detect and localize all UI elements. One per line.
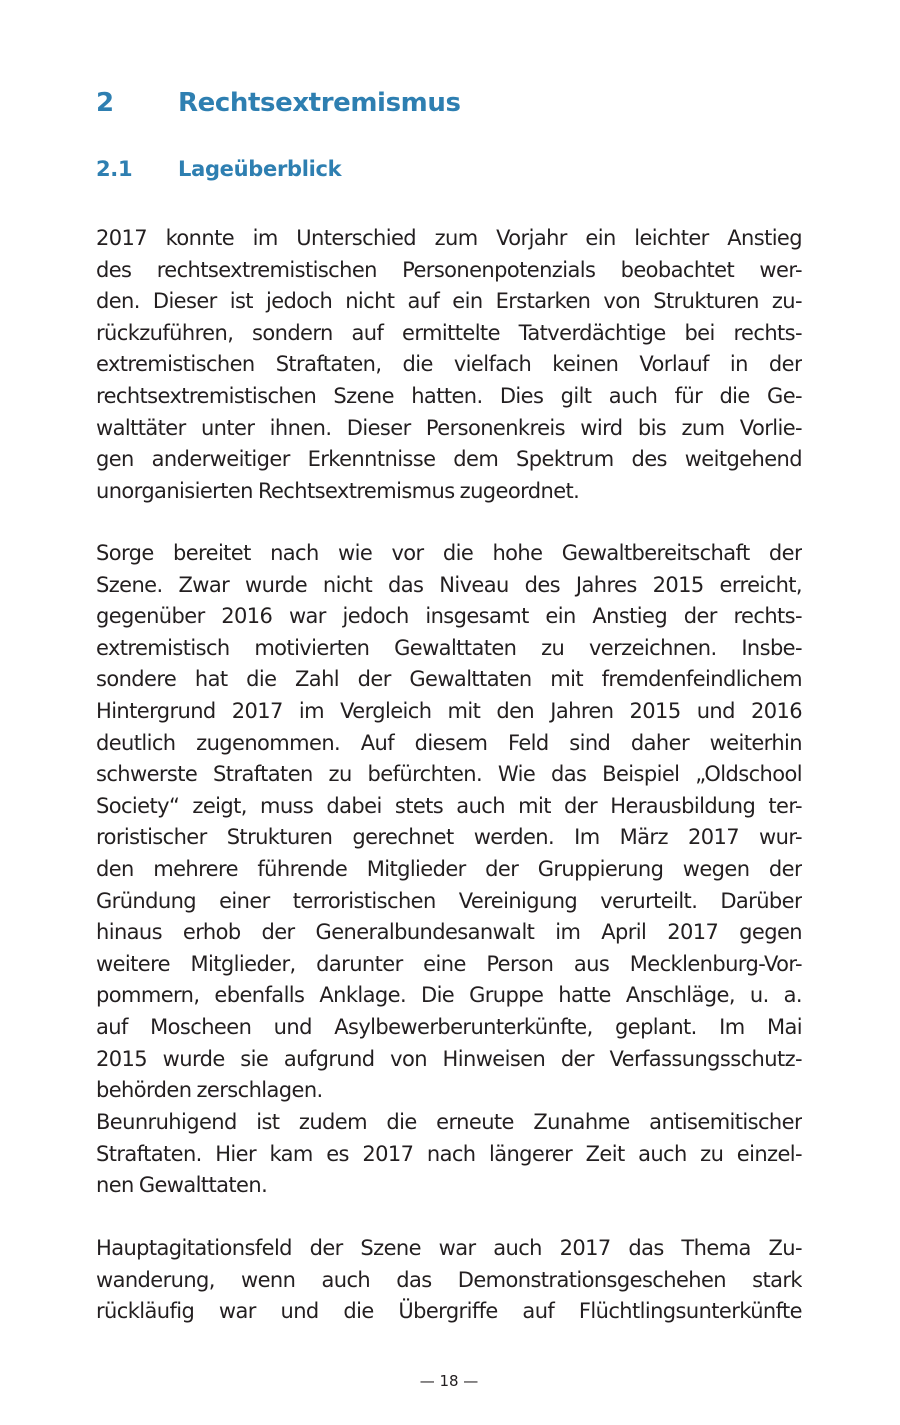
text-line: Sorge bereitet nach wie vor die hohe Gewaltbereitschaft der [96,541,802,565]
text-line: rechtsextremistischen Szene hatten. Dies gilt auch für die Ge- [96,383,802,408]
text-line: roristischer Strukturen gerechnet werden. Im März 2017 wur- [96,825,802,850]
text-line: extremistischen Straftaten, die vielfach keinen Vorlauf in der [96,352,802,377]
text-line: schwerste Straftaten zu befürchten. Wie das Beispiel „Oldschool [96,762,802,787]
text-line: 2017 konnte im Unterschied zum Vorjahr ein leichter Anstieg [96,226,802,250]
text-line: gegenüber 2016 war jedoch insgesamt ein Anstieg der rechts- [96,604,802,629]
section-number: 2.1 [96,157,133,181]
chapter-number: 2 [96,88,114,118]
text-line: den. Dieser ist jedoch nicht auf ein Erstarken von Strukturen zu- [96,289,802,314]
text-line: Szene. Zwar wurde nicht das Niveau des Jahres 2015 erreicht, [96,572,802,597]
text-line: auf Moscheen und Asylbewerberunterkünfte, geplant. Im Mai [96,1014,802,1039]
text-line: gen anderweitiger Erkenntnisse dem Spektrum des weitgehend [96,447,802,472]
text-line: Hintergrund 2017 im Vergleich mit den Jahren 2015 und 2016 [96,698,802,723]
text-line: des rechtsextremistischen Personenpotenzials beobachtet wer- [96,257,802,282]
text-line: nen Gewalttaten. [96,1173,268,1198]
text-line: behörden zerschlagen. [96,1078,323,1103]
text-line: pommern, ebenfalls Anklage. Die Gruppe hatte Anschläge, u. a. [96,983,802,1008]
chapter-title: Rechtsextremismus [178,88,461,118]
text-line: Gründung einer terroristischen Vereinigung verurteilt. Darüber [96,888,802,913]
page-number: — 18 — [419,1372,479,1390]
chapter-heading [96,88,802,118]
text-line: hinaus erhob der Generalbundesanwalt im April 2017 gegen [96,920,802,945]
body-paragraph-3 [96,1107,802,1202]
text-line: rückläufig war und die Übergriffe auf Flüchtlingsunterkünfte [96,1299,802,1324]
body-paragraph-1 [96,223,802,507]
text-line: sondere hat die Zahl der Gewalttaten mit fremdenfeindlichem [96,667,802,692]
text-line: deutlich zugenommen. Auf diesem Feld sind daher weiterhin [96,730,802,755]
text-line: extremistisch motivierten Gewalttaten zu verzeichnen. Insbe- [96,635,802,660]
document-page [96,0,802,1425]
text-line: Beunruhigend ist zudem die erneute Zunahme antisemitischer [96,1110,802,1134]
text-line: rückzuführen, sondern auf ermittelte Tatverdächtige bei rechts- [96,320,802,345]
text-line: Hauptagitationsfeld der Szene war auch 2017 das Thema Zu- [96,1236,802,1260]
text-line: walttäter unter ihnen. Dieser Personenkreis wird bis zum Vorlie- [96,415,802,440]
body-paragraph-4 [96,1233,802,1328]
text-line: wanderung, wenn auch das Demonstrationsgeschehen stark [96,1267,802,1292]
text-line: unorganisierten Rechtsextremismus zugeordnet. [96,478,580,503]
body-paragraph-2 [96,538,802,1107]
section-heading [96,157,802,181]
section-title: Lageüberblick [178,157,342,181]
text-line: weitere Mitglieder, darunter eine Person aus Mecklenburg-Vor- [96,951,802,976]
text-line: den mehrere führende Mitglieder der Gruppierung wegen der [96,856,802,881]
text-line: 2015 wurde sie aufgrund von Hinweisen der Verfassungsschutz- [96,1046,802,1071]
text-line: Straftaten. Hier kam es 2017 nach längerer Zeit auch zu einzel- [96,1141,802,1166]
text-line: Society“ zeigt, muss dabei stets auch mit der Herausbildung ter- [96,793,802,818]
